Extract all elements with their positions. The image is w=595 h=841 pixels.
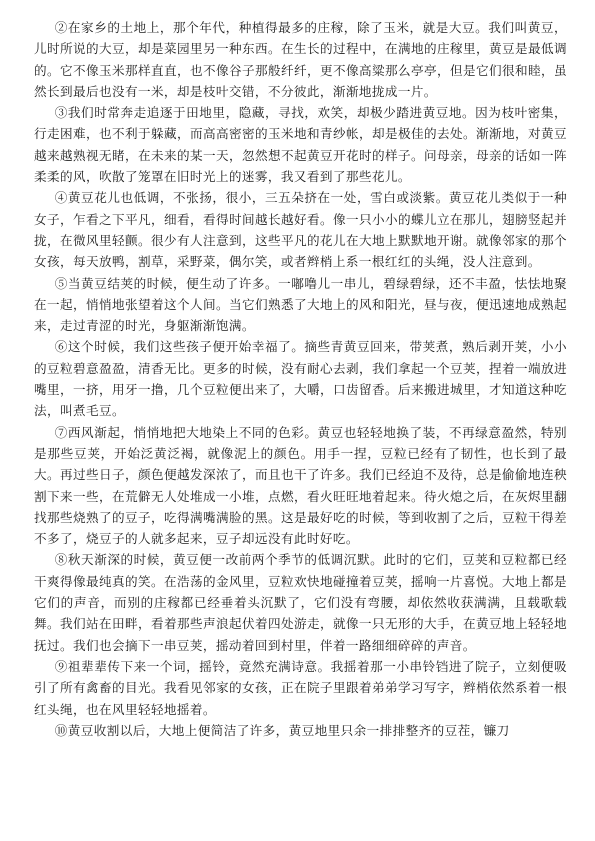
paragraph-7: ⑦西风渐起，悄悄地把大地染上不同的色彩。黄豆也轻轻地换了装，不再绿意盈然，特别是那些豆荚，开始泛黄泛褐，就像泥上的颜色。用手一捏，豆粒已经有了韧性，也长到了最大。再过些日子，颜色便越发深浓了，而且也干了许多。我们已经迫不及待，总是偷偷地连秧割下来一些，在荒僻无人处堆成一小堆，点燃，看火旺旺地着起来。待火熄之后，在灰烬里翻找那些烧熟了的豆子，吃得满嘴满脸的黑。这是最好吃的时候，等到收割了之后，豆粒干得差不多了，烧豆子的人就多起来，豆子却远没有此时好吃。 (34, 424, 567, 547)
paragraph-3: ③我们时常奔走追逐于田地里，隐藏，寻找，欢笑，却极少踏进黄豆地。因为枝叶密集，行走困难，也不利于躲藏，而高高密密的玉米地和青纱帐，却是极佳的去处。渐渐地，对黄豆越来越熟视无睹，在未来的某一天，忽然想不起黄豆开花时的样子。问母亲，母亲的话如一阵柔柔的风，吹散了笼罩在旧时光上的迷雾，我又看到了那些花儿。 (34, 105, 567, 185)
paragraph-6: ⑥这个时候，我们这些孩子便开始幸福了。摘些青黄豆回来，带荚煮，熟后剥开荚，小小的豆粒碧意盈盈，清香无比。更多的时候，没有耐心去剥，我们拿起一个豆荚，捏着一端放进嘴里，一挤，用牙一撸，几个豆粒便出来了，大嚼，口齿留香。后来搬进城里，才知道这种吃法，叫煮毛豆。 (34, 339, 567, 419)
paragraph-5: ⑤当黄豆结荚的时候，便生动了许多。一嘟噜儿一串儿，碧绿碧绿，还不丰盈，怯怯地聚在一起，悄悄地张望着这个人间。当它们熟悉了大地上的风和阳光，昼与夜，便迅速地成熟起来，走过青涩的时光，身躯渐渐饱满。 (34, 275, 567, 334)
article-body (34, 17, 567, 741)
paragraph-8: ⑧秋天渐深的时候，黄豆便一改前两个季节的低调沉默。此时的它们，豆荚和豆粒都已经干爽得像最纯真的笑。在浩荡的金风里，豆粒欢快地碰撞着豆荚，摇响一片喜悦。大地上都是它们的声音，而别的庄稼都已经垂着头沉默了，它们没有弯腰，却依然收获满满，且载歌载舞。我们站在田畔，看着那些声浪起伏着四处游走，就像一只无形的大手，在黄豆地上轻轻地抚过。我们也会摘下一串豆荚，摇动着回到村里，伴着一路细细碎碎的声音。 (34, 552, 567, 653)
paragraph-10: ⑩黄豆收割以后，大地上便简洁了许多，黄豆地里只余一排排整齐的豆茬，镰刀 (54, 722, 510, 738)
paragraph-9: ⑨祖辈辈传下来一个词，摇铃，竟然充满诗意。我摇着那一小串铃铛进了院子，立刻便吸引了所有禽畜的目光。我看见邻家的女孩，正在院子里跟着弟弟学习写字，辫梢依然系着一根红头绳，也在风里轻轻地摇着。 (34, 658, 567, 717)
paragraph-4: ④黄豆花儿也低调，不张扬，很小，三五朵挤在一处，雪白或淡紫。黄豆花儿类似于一种女子，乍看之下平凡，细看，看得时间越长越好看。像一只小小的蝶儿立在那儿，翅膀竖起并拢，在微风里轻颤。很少有人注意到，这些平凡的花儿在大地上默默地开谢。就像邻家的那个女孩，每天放鸭，割草，采野菜，偶尔笑，或者辫梢上系一根红红的头绳，没人注意到。 (34, 190, 567, 270)
paragraph-2: ②在家乡的土地上，那个年代，种植得最多的庄稼，除了玉米，就是大豆。我们叫黄豆，儿时所说的大豆，却是菜园里另一种东西。在生长的过程中，在满地的庄稼里，黄豆是最低调的。它不像玉米那样直直，也不像谷子那般纤纤，更不像高粱那么亭亭，但是它们很和睦，虽然长到最后也没有一米，却是枝叶交错，不分彼此，渐渐地拢成一片。 (34, 20, 567, 99)
